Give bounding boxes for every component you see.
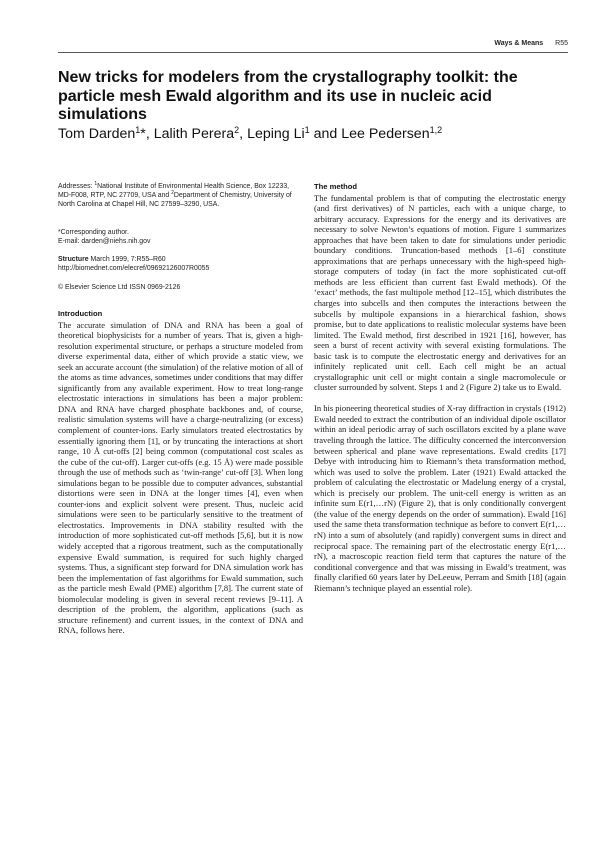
structure-citation [58,255,300,273]
addresses-label: Addresses: [58,183,95,190]
author-affiliation: 1 [135,125,141,135]
address-2: Department of Chemistry, University of North Carolina at Chapel Hill, NC 27599–3290, USA. [58,192,292,209]
article-title: New tricks for modelers from the crystallography toolkit: the particle mesh Ewald algorithm and its use in nucleic acid simulations [58,69,518,123]
author-name: Leping Li [247,126,305,142]
author-affiliation: 1 [304,125,310,135]
header-rule [58,52,568,53]
author-list [58,125,568,143]
author-separator: , [239,126,248,142]
affiliation-marker: 2 [171,190,174,197]
correspondence [58,228,300,246]
structure-label: Structure [58,256,89,263]
journal-section: Ways & Means [494,40,544,47]
author-name: Lee Pedersen [341,126,430,142]
address-1: National Institute of Environmental Health Science, Box 12233, MD-F008, RTP, NC 27709, USA and [58,183,290,200]
structure-reference: March 1999, 7:R55–R60 [88,256,166,263]
author-affiliation: 1,2 [429,125,443,135]
author-separator: *, [140,126,154,142]
author-separator: and [309,126,342,142]
introduction-section [58,309,303,636]
page-number: R55 [555,40,568,47]
corresponding-author-note: *Corresponding author. [58,229,129,236]
method-section [314,182,566,593]
article-url[interactable]: http://biomednet.com/elecref/09692126007R0055 [58,265,210,273]
corresponding-email[interactable]: E-mail: darden@niehs.nih.gov [58,238,151,246]
author-name: Tom Darden [58,126,136,142]
copyright-line: © Elsevier Science Ltd ISSN 0969-2126 [58,284,181,291]
introduction-text: The accurate simulation of DNA and RNA has been a goal of theoretical biophysicists for a number of years. That is, given a high-resolution experimental structure, or perhaps a structure modeled from diverse experimental data, either of which provide a static view, we seek an accurate account (the simulation) of the relative motion of all of the atoms as time advances, sometimes under conditions that may differ significantly from any available experiment. How to treat long-range electrostatic interactions in simulations has been a major problem: DNA and RNA have charged phosphate backbones and, of course, realistic simulation systems will have a charge-neutralizing (or excess) complement of counter-ions. Early simulators treated electrostatics by essentially ignoring them [1], or by truncating the interactions at short range, 10 Å cut-offs [2] being common (computational cost scales as the cube of the cut-off). Larger cut-offs (e.g. 15 Å) were made possible through the use of methods such as ‘twin-range’ cut-off [3]. When long simulations began to be possible due to computer advances, substantial distortions were seen in DNA at the longer times [4], even when counter-ions and explicit solvent were present. Thus, nucleic acid simulations were seen to be particularly sensitive to the treatment of electrostatics. Improvements in DNA stability resulted with the introduction of more sophisticated cut-off methods [5,6], but it is now widely accepted that a rigorous treatment, such as the computationally expensive Ewald summation, is required for such highly charged systems. Thus, a significant step forward for DNA simulation work has been the implementation of fast algorithms for Ewald summation, such as the particle mesh Ewald (PME) algorithm [7,8]. The current state of biomolecular modeling is given in several recent reviews [9–11]. A description of the problem, the algorithm, applications (such as structure refinement) and current issues, in the context of DNA and RNA, follows here. [58,319,303,636]
author-name: Lalith Perera [153,126,235,142]
addresses [58,182,300,209]
method-heading: The method [314,182,358,191]
method-paragraph-1: The fundamental problem is that of computing the electrostatic energy (and first derivatives) of N particles, each with a unique charge, to arbitrary accuracy. Expressions for the energy and its derivatives are necessary to solve Newton’s equations of motion. Figure 1 summarizes approaches that have been taken to date for simulations under periodic boundary conditions. Truncation-based methods [1–6] constitute approximations that are perhaps unnecessary with the high-speed high-storage computers of today (in fact the more sophisticated cut-off methods are less efficient than current fast Ewald methods). Of the ‘exact’ methods, the fast multipole method [12–15], which distributes the charges into subcells and then computes the interactions between the subcells by multipole expansions in a hierarchical fashion, shows promise, but to date applications to realistic molecular systems have been limited. The Ewald method, first described in 1921 [16], however, has seen a burst of recent activity with several existing formulations. The basic task is to compute the electrostatic energy and derivatives for an infinitely replicated unit cell. Each cell might be an actual crystallographic unit cell or might contain a single macromolecule or cluster surrounded by solvent. Steps 1 and 2 (Figure 2) take us to Ewald. [314,192,566,393]
running-head [494,40,568,47]
method-paragraph-2: In his pioneering theoretical studies of X-ray diffraction in crystals (1912) Ewald needed to extract the contribution of an individual dipole oscillator within an ideal periodic array of such oscillators excited by a plane wave traveling through the lattice. The difficulty concerned the interconversion between spherical and plane wave representations. Ewald credits [17] Debye with introducing him to Riemann’s theta transformation method, which was used to solve the problem. Later (1921) Ewald attacked the problem of calculating the electrostatic or Madelung energy of a crystal, which is precisely our problem. The unit-cell energy is written as an infinite sum E(r1,…rN) (Figure 2), that is only conditionally convergent (the value of the energy depends on the order of summation). Ewald [16] used the same theta transformation technique as before to convert E(r1,…rN) into a sum of absolutely (and rapidly) convergent sums in direct and reciprocal space. The remaining part of the electrostatic energy E(r1,…rN), a macroscopic reaction field term that captures the nature of the conditional convergence and that was missing in Ewald’s treatment, was finally clarified 60 years later by DeLeeuw, Perram and Smith [18] (again Riemann’s technique played an essential role). [314,403,566,593]
author-affiliation: 2 [234,125,240,135]
affiliation-marker: 1 [94,181,98,187]
introduction-heading: Introduction [58,309,103,318]
